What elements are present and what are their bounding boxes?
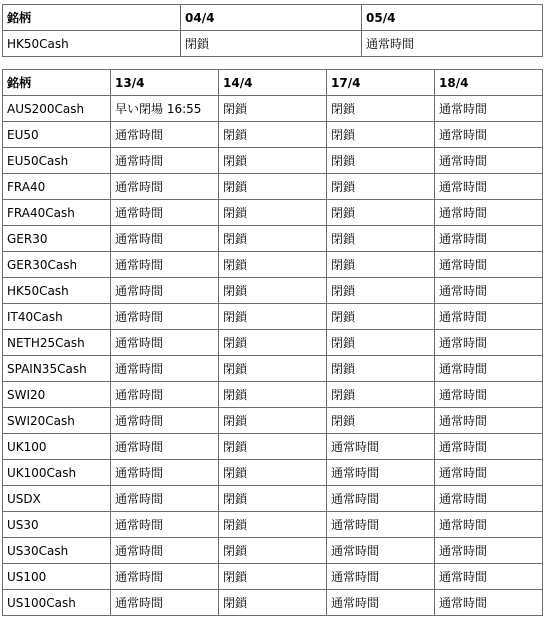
status-cell: 通常時間	[111, 356, 219, 382]
header-row	[3, 70, 543, 96]
table-row	[3, 200, 543, 226]
table-row	[3, 304, 543, 330]
status-cell: 通常時間	[111, 564, 219, 590]
symbol-cell: FRA40	[3, 174, 111, 200]
status-cell: 通常時間	[362, 31, 543, 57]
column-header-date: 04/4	[181, 5, 362, 31]
status-cell: 閉鎖	[327, 330, 435, 356]
status-cell: 閉鎖	[327, 304, 435, 330]
status-cell: 通常時間	[111, 512, 219, 538]
status-cell: 通常時間	[111, 408, 219, 434]
status-cell: 早い閉場 16:55	[111, 96, 219, 122]
symbol-cell: UK100Cash	[3, 460, 111, 486]
status-cell: 閉鎖	[327, 278, 435, 304]
symbol-cell: FRA40Cash	[3, 200, 111, 226]
status-cell: 通常時間	[327, 460, 435, 486]
status-cell: 閉鎖	[219, 512, 327, 538]
status-cell: 通常時間	[111, 330, 219, 356]
status-cell: 閉鎖	[219, 382, 327, 408]
status-cell: 通常時間	[111, 538, 219, 564]
symbol-cell: NETH25Cash	[3, 330, 111, 356]
status-cell: 通常時間	[435, 330, 543, 356]
status-cell: 閉鎖	[219, 174, 327, 200]
header-row	[3, 5, 543, 31]
status-cell: 通常時間	[435, 226, 543, 252]
symbol-cell: EU50Cash	[3, 148, 111, 174]
status-cell: 閉鎖	[327, 148, 435, 174]
status-cell: 閉鎖	[219, 564, 327, 590]
table-row	[3, 382, 543, 408]
symbol-cell: SWI20Cash	[3, 408, 111, 434]
status-cell: 通常時間	[111, 382, 219, 408]
table-row	[3, 122, 543, 148]
status-cell: 通常時間	[327, 590, 435, 616]
table-row	[3, 31, 543, 57]
status-cell: 閉鎖	[219, 538, 327, 564]
symbol-cell: IT40Cash	[3, 304, 111, 330]
column-header-date: 18/4	[435, 70, 543, 96]
status-cell: 通常時間	[111, 304, 219, 330]
status-cell: 通常時間	[435, 512, 543, 538]
status-cell: 通常時間	[435, 356, 543, 382]
status-cell: 閉鎖	[219, 278, 327, 304]
table-row	[3, 564, 543, 590]
status-cell: 通常時間	[435, 200, 543, 226]
status-cell: 閉鎖	[327, 252, 435, 278]
symbol-cell: USDX	[3, 486, 111, 512]
column-header-date: 13/4	[111, 70, 219, 96]
symbol-cell: SWI20	[3, 382, 111, 408]
status-cell: 閉鎖	[219, 408, 327, 434]
status-cell: 通常時間	[111, 278, 219, 304]
status-cell: 通常時間	[111, 434, 219, 460]
status-cell: 閉鎖	[219, 96, 327, 122]
status-cell: 閉鎖	[327, 122, 435, 148]
table-row	[3, 590, 543, 616]
table-row	[3, 226, 543, 252]
status-cell: 閉鎖	[327, 382, 435, 408]
table-row	[3, 148, 543, 174]
status-cell: 通常時間	[435, 304, 543, 330]
holiday-table-main-body	[3, 70, 543, 616]
status-cell: 通常時間	[111, 486, 219, 512]
symbol-cell: GER30	[3, 226, 111, 252]
column-header-symbol: 銘柄	[3, 70, 111, 96]
status-cell: 通常時間	[111, 226, 219, 252]
symbol-cell: SPAIN35Cash	[3, 356, 111, 382]
status-cell: 通常時間	[111, 590, 219, 616]
status-cell: 通常時間	[327, 512, 435, 538]
status-cell: 閉鎖	[219, 330, 327, 356]
table-row	[3, 330, 543, 356]
status-cell: 通常時間	[435, 278, 543, 304]
status-cell: 通常時間	[327, 564, 435, 590]
symbol-cell: US100Cash	[3, 590, 111, 616]
holiday-table-top-body	[3, 5, 543, 57]
status-cell: 閉鎖	[219, 122, 327, 148]
status-cell: 閉鎖	[219, 434, 327, 460]
status-cell: 閉鎖	[219, 590, 327, 616]
status-cell: 閉鎖	[219, 252, 327, 278]
status-cell: 通常時間	[435, 486, 543, 512]
table-row	[3, 512, 543, 538]
status-cell: 通常時間	[435, 122, 543, 148]
status-cell: 閉鎖	[219, 200, 327, 226]
status-cell: 通常時間	[435, 382, 543, 408]
status-cell: 通常時間	[111, 148, 219, 174]
status-cell: 通常時間	[111, 174, 219, 200]
status-cell: 閉鎖	[219, 486, 327, 512]
status-cell: 閉鎖	[219, 356, 327, 382]
column-header-date: 05/4	[362, 5, 543, 31]
status-cell: 通常時間	[435, 408, 543, 434]
status-cell: 閉鎖	[327, 356, 435, 382]
status-cell: 閉鎖	[181, 31, 362, 57]
status-cell: 通常時間	[435, 252, 543, 278]
table-row	[3, 434, 543, 460]
status-cell: 通常時間	[435, 148, 543, 174]
status-cell: 通常時間	[327, 434, 435, 460]
status-cell: 通常時間	[435, 174, 543, 200]
status-cell: 閉鎖	[327, 408, 435, 434]
status-cell: 通常時間	[111, 460, 219, 486]
symbol-cell: US100	[3, 564, 111, 590]
symbol-cell: UK100	[3, 434, 111, 460]
table-row	[3, 486, 543, 512]
status-cell: 通常時間	[435, 538, 543, 564]
table-row	[3, 408, 543, 434]
status-cell: 通常時間	[111, 122, 219, 148]
holiday-table-main	[2, 69, 543, 616]
status-cell: 通常時間	[435, 460, 543, 486]
table-row	[3, 96, 543, 122]
status-cell: 閉鎖	[219, 148, 327, 174]
status-cell: 通常時間	[111, 200, 219, 226]
status-cell: 閉鎖	[327, 96, 435, 122]
symbol-cell: GER30Cash	[3, 252, 111, 278]
symbol-cell: AUS200Cash	[3, 96, 111, 122]
column-header-date: 17/4	[327, 70, 435, 96]
symbol-cell: US30Cash	[3, 538, 111, 564]
status-cell: 閉鎖	[327, 200, 435, 226]
status-cell: 通常時間	[435, 590, 543, 616]
column-header-symbol: 銘柄	[3, 5, 181, 31]
status-cell: 通常時間	[435, 564, 543, 590]
table-row	[3, 252, 543, 278]
status-cell: 閉鎖	[219, 226, 327, 252]
column-header-date: 14/4	[219, 70, 327, 96]
symbol-cell: EU50	[3, 122, 111, 148]
holiday-table-top	[2, 4, 543, 57]
status-cell: 通常時間	[327, 538, 435, 564]
status-cell: 通常時間	[435, 96, 543, 122]
status-cell: 閉鎖	[219, 304, 327, 330]
symbol-cell: US30	[3, 512, 111, 538]
table-row	[3, 278, 543, 304]
status-cell: 閉鎖	[327, 174, 435, 200]
status-cell: 通常時間	[327, 486, 435, 512]
table-row	[3, 174, 543, 200]
symbol-cell: HK50Cash	[3, 278, 111, 304]
status-cell: 通常時間	[435, 434, 543, 460]
table-row	[3, 356, 543, 382]
status-cell: 通常時間	[111, 252, 219, 278]
status-cell: 閉鎖	[219, 460, 327, 486]
table-row	[3, 538, 543, 564]
symbol-cell: HK50Cash	[3, 31, 181, 57]
status-cell: 閉鎖	[327, 226, 435, 252]
table-row	[3, 460, 543, 486]
